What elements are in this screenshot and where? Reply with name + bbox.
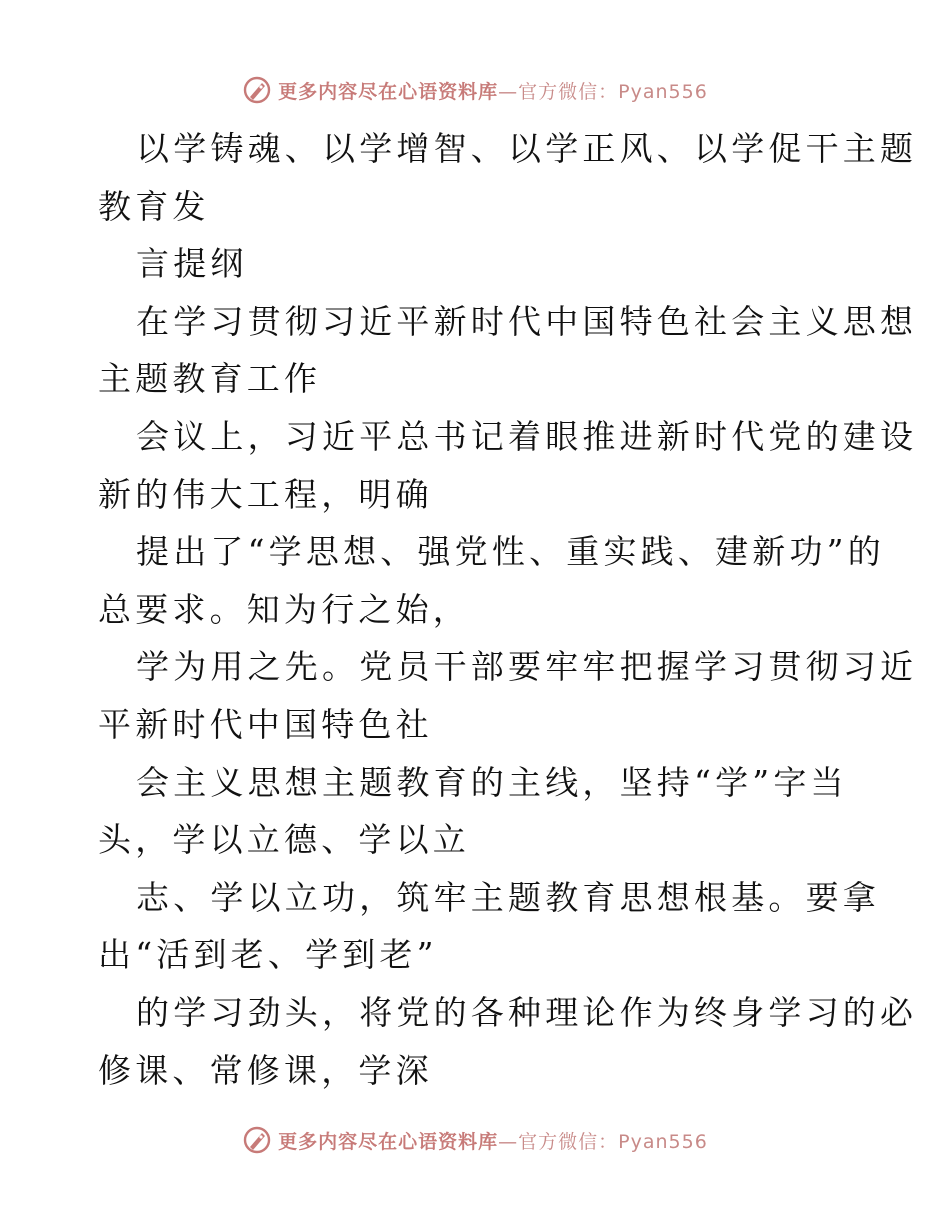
text-line: 的学习劲头，将党的各种理论作为终身学习的必 (136, 992, 918, 1032)
text-line: 出“活到老、学到老” (98, 935, 438, 975)
text-line: 新的伟大工程，明确 (98, 474, 433, 514)
watermark-brand: 更多内容尽在心语资料库 (278, 1130, 499, 1153)
watermark-text (278, 1127, 708, 1154)
document-body (98, 120, 918, 1099)
pen-nib-logo-icon (242, 75, 272, 105)
text-line: 在学习贯彻习近平新时代中国特色社会主义思想 (136, 301, 918, 341)
watermark-text (278, 77, 708, 104)
text-line: 以学铸魂、以学增智、以学正风、以学促干主题 (136, 129, 918, 168)
watermark-contact: 官方微信：Pyan556 (518, 1130, 708, 1153)
text-line: 言提纲 (136, 244, 248, 284)
watermark-separator: — (498, 1130, 519, 1153)
text-line: 修课、常修课，学深 (98, 1050, 433, 1090)
header-watermark (0, 70, 950, 110)
footer-watermark (0, 1120, 950, 1160)
text-line: 教育发 (98, 186, 210, 226)
pen-nib-logo-icon (242, 1125, 272, 1155)
text-line: 会主义思想主题教育的主线，坚持“学”字当 (136, 762, 848, 802)
text-line: 平新时代中国特色社 (98, 704, 433, 744)
text-line: 学为用之先。党员干部要牢牢把握学习贯彻习近 (136, 647, 918, 687)
text-line: 志、学以立功，筑牢主题教育思想根基。要拿 (136, 877, 880, 917)
watermark-contact: 官方微信：Pyan556 (518, 80, 708, 103)
watermark-separator: — (498, 80, 519, 103)
text-line: 会议上，习近平总书记着眼推进新时代党的建设 (136, 416, 918, 456)
watermark-brand: 更多内容尽在心语资料库 (278, 80, 499, 103)
text-line: 头，学以立德、学以立 (98, 820, 470, 860)
text-line: 总要求。知为行之始， (98, 589, 470, 629)
text-line: 主题教育工作 (98, 359, 322, 399)
text-line: 提出了“学思想、强党性、重实践、建新功”的 (136, 532, 885, 572)
